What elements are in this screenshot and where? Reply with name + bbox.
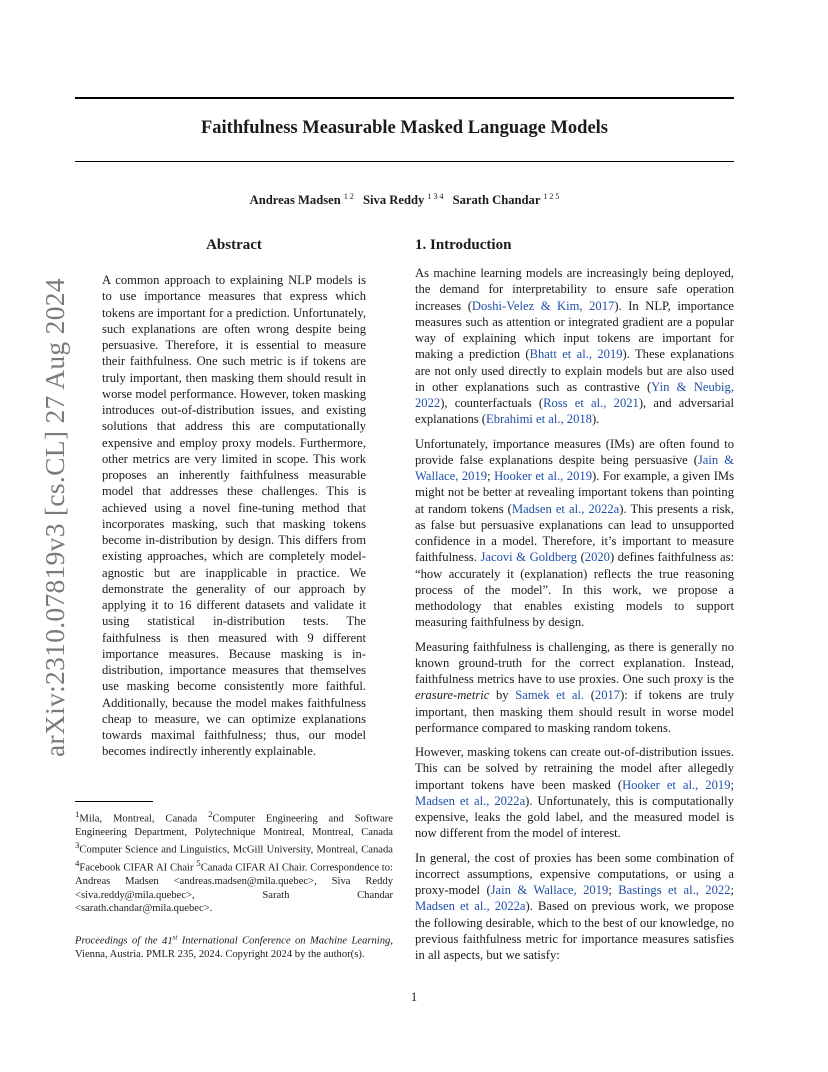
proceedings-venue-b: International Conference on Machine Learning bbox=[181, 935, 391, 947]
author-name: Andreas Madsen bbox=[249, 193, 341, 207]
footnote-affil-2: Computer Engineering and Software Engineering Department, Polytechnique Montreal, Montreal, Canada bbox=[75, 813, 394, 838]
proceedings-number: 41st bbox=[162, 933, 178, 947]
emphasis: erasure-metric bbox=[415, 688, 490, 703]
author-affiliation: 1 2 5 bbox=[543, 192, 560, 201]
page-number: 1 bbox=[410, 990, 418, 1004]
citation-link[interactable]: 2017 bbox=[594, 688, 621, 703]
citation-link[interactable]: Madsen et al., 2022a bbox=[415, 899, 526, 914]
paper-title: Faithfulness Measurable Masked Language Models bbox=[200, 118, 609, 138]
title-rule-bottom bbox=[75, 161, 734, 162]
proceedings-venue-a: Proceedings of the bbox=[75, 935, 158, 947]
paragraph: As machine learning models are increasingly being deployed, the demand for interpretability to ensure safe operation increases (Doshi-Velez & Kim, 2017). In NLP, importance measures such as attention or integrated gradient are a popular way of explaining which input tokens are important for making a prediction (Bhatt et al., 2019). These explanations are not only used directly to explain models but are also used in other explanations such as contrastive (Yin & Neubig, 2022), counterfactuals (Ross et al., 2021), and adversarial explanations (Ebrahimi et al., 2018). bbox=[415, 266, 735, 427]
introduction-body bbox=[415, 265, 734, 971]
citation-link[interactable]: Jain & Wallace, 2019 bbox=[415, 452, 734, 483]
footnote-rule bbox=[75, 801, 153, 802]
footnote-affil-4: Facebook CIFAR AI Chair bbox=[79, 862, 194, 874]
abstract-text: A common approach to explaining NLP models is to use importance measures that express which tokens are important for a prediction. Unfortunately, such explanations are often wrong despite being persuasive. Therefore, it is essential to measure their faithfulness. One such metric is if tokens are truly important, then masking them should result in worse model performance. However, token masking introduces out-of-distribution issues, and existing solutions that address this are computationally expensive and employ proxy models. Furthermore, other metrics are very limited in scope. This work proposes an inherently faithfulness measurable model that addresses these challenges. This is achieved using a novel fine-tuning method that incorporates masking, such that masking tokens become in-distribution by design. This differs from existing approaches, which are completely model-agnostic but are inapplicable in practice. We demonstrate the generality of our approach by applying it to 16 different datasets and validate it using statistical in-distribution tests. The faithfulness is then measured with 9 different importance measures. Because masking is in-distribution, importance measures that themselves use masking become consistently more faithful. Additionally, because the model makes faithfulness cheap to measure, we can optimize explanations towards maximal faithfulness; thus, our model becomes indirectly inherently explainable. bbox=[102, 273, 366, 759]
author-1 bbox=[250, 193, 354, 207]
author-name: Siva Reddy bbox=[363, 193, 425, 207]
citation-link[interactable]: Madsen et al., 2022a bbox=[511, 501, 620, 516]
citation-link[interactable]: Bhatt et al., 2019 bbox=[529, 347, 623, 362]
citation-link[interactable]: Samek et al. bbox=[515, 688, 585, 703]
footnote-affil-3: Computer Science and Linguistics, McGill University, Montreal, Canada bbox=[79, 844, 393, 856]
author-3 bbox=[453, 193, 560, 207]
citation-link[interactable]: Ross et al., 2021 bbox=[543, 396, 639, 410]
citation-link[interactable]: 2020 bbox=[584, 550, 610, 565]
paragraph: Unfortunately, importance measures (IMs) are often found to provide false explanations despite being persuasive (Jain & Wallace, 2019; Hooker et al., 2019). For example, a given IMs might not be better at revealing important tokens than pointing at random tokens (Madsen et al., 2022a). This presents a risk, as false but persuasive explanations can lead to unsupported confidence in a model. Therefore, it’s important to measure faithfulness. Jacovi & Goldberg (2020) defines faithfulness as: “how accurately it (explanation) reflects the true reasoning process of the model”. In this work, we propose a methodology that enables existing models to support measuring faithfulness by design. bbox=[415, 436, 735, 630]
paragraph: In general, the cost of proxies has been some combination of incorrect assumptions, expensive computations, or using a proxy-model (Jain & Wallace, 2019; Bastings et al., 2022; Madsen et al., 2022a). Based on previous work, we propose the following desirable, which to the best of our knowledge, no previous faithfulness metric for importance measures satisfies in all aspects, but we satisfy: bbox=[415, 850, 734, 962]
section-heading-introduction: 1. Introduction bbox=[415, 237, 512, 253]
citation-link[interactable]: Bastings et al., 2022 bbox=[618, 883, 731, 897]
proceedings-details: , Vienna, Austria. PMLR 235, 2024. Copyright 2024 by the author(s). bbox=[75, 935, 393, 960]
citation-link[interactable]: Ebrahimi et al., 2018 bbox=[486, 412, 592, 427]
proceedings-note bbox=[75, 931, 393, 961]
author-list bbox=[75, 192, 734, 208]
citation-link[interactable]: Doshi-Velez & Kim, 2017 bbox=[471, 298, 615, 313]
author-name: Sarath Chandar bbox=[452, 193, 541, 207]
citation-link[interactable]: Hooker et al., 2019 bbox=[622, 777, 731, 792]
abstract-heading: Abstract bbox=[206, 237, 262, 253]
arxiv-stamp: arXiv:2310.07819v3 [cs.CL] 27 Aug 2024 bbox=[39, 278, 70, 757]
citation-link[interactable]: Jacovi & Goldberg bbox=[480, 550, 577, 565]
citation-link[interactable]: Jain & Wallace, 2019 bbox=[490, 883, 609, 897]
affiliation-footnote: $^1$Mila, Montreal, Canada $^2$Computer Engineering and Software Engineering Department, Polytechnique Montreal, Montreal, Canada $^3$Computer Science and Linguistics, McGill University, Montreal, Canada $^4$Facebook CIFAR AI Chair $^5$Canada CIFAR AI Chair. Correspondence to: Andreas Madsen <andreas.madsen@mila.quebec>, Siva Reddy <siva.reddy@mila.quebec>, Sarath Chandar <sarath.chandar@mila.quebec>. bbox=[75, 809, 394, 915]
author-affiliation: 1 3 4 bbox=[427, 192, 444, 201]
paragraph: However, masking tokens can create out-of-distribution issues. This can be solved by retraining the model after allegedly important tokens have been masked (Hooker et al., 2019; Madsen et al., 2022a). Unfortunately, this is computationally expensive, leaks the gold label, and the measured model is now different from the model of interest. bbox=[415, 745, 734, 841]
paragraph: Measuring faithfulness is challenging, as there is generally no known ground-truth for the correct explanation. Instead, faithfulness metrics have to use proxies. One such proxy is the erasure-metric by Samek et al. (2017): if tokens are truly important, then masking them should result in worse model performance compared to masking random tokens. bbox=[415, 639, 735, 735]
footnote-affil-1: Mila, Montreal, Canada bbox=[79, 813, 198, 825]
title-rule-top bbox=[75, 97, 734, 99]
author-2 bbox=[363, 193, 443, 207]
citation-link[interactable]: Madsen et al., 2022a bbox=[415, 793, 526, 808]
citation-link[interactable]: Hooker et al., 2019 bbox=[494, 469, 592, 483]
citation-link[interactable]: Yin & Neubig, 2022 bbox=[415, 379, 734, 410]
author-affiliation: 1 2 bbox=[343, 192, 354, 201]
footnote-affil-5: Canada CIFAR AI Chair. Correspondence to: Andreas Madsen <andreas.madsen@mila.quebec>, Siva Reddy <siva.reddy@mila.quebec>, Sarath Chandar <sarath.chandar@mila.quebec>. bbox=[75, 862, 393, 915]
